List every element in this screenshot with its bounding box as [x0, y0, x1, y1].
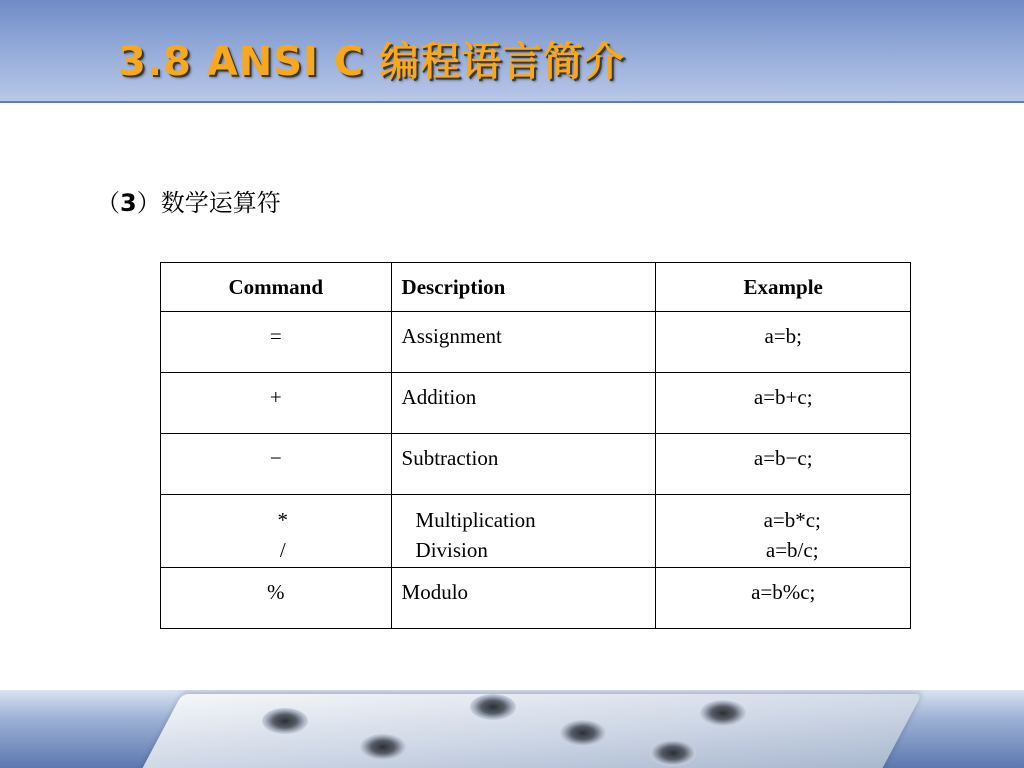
connector-icon	[700, 700, 746, 726]
section-label: ）数学运算符	[136, 189, 281, 217]
table-row	[161, 312, 911, 373]
cell-description-divide: Division	[415, 538, 488, 562]
connector-icon	[360, 734, 406, 760]
table-header-row	[161, 263, 911, 312]
table-row	[161, 568, 911, 629]
section-heading	[96, 183, 281, 218]
cell-description: Modulo	[391, 568, 656, 629]
table-row	[161, 373, 911, 434]
cell-command	[161, 495, 392, 568]
table-row	[161, 495, 911, 568]
cell-example: a=b−c;	[656, 434, 911, 495]
cell-example: a=b%c;	[656, 568, 911, 629]
cell-command-multiply: *	[277, 508, 289, 532]
cell-command-divide: /	[279, 538, 286, 562]
header-command: Command	[161, 263, 392, 312]
cell-description	[391, 495, 656, 568]
cell-command: =	[161, 312, 392, 373]
connector-icon	[262, 708, 308, 734]
cell-example	[656, 495, 911, 568]
cell-description: Addition	[391, 373, 656, 434]
cell-example-multiply: a=b*c;	[763, 508, 821, 532]
header-description: Description	[391, 263, 656, 312]
header-example: Example	[656, 263, 911, 312]
connector-icon	[560, 720, 606, 746]
cell-description: Assignment	[391, 312, 656, 373]
cell-command: %	[161, 568, 392, 629]
cell-command: +	[161, 373, 392, 434]
connector-icon	[470, 694, 516, 720]
device-photo	[118, 694, 922, 768]
cell-description-multiply: Multiplication	[415, 508, 536, 532]
cell-example-divide: a=b/c;	[765, 538, 819, 562]
operators-table	[160, 262, 911, 629]
section-prefix: （	[96, 189, 120, 217]
cell-example: a=b+c;	[656, 373, 911, 434]
cell-command: −	[161, 434, 392, 495]
slide-title: 3.8 ANSI C 编程语言简介	[118, 39, 626, 85]
footer-image	[0, 690, 1024, 768]
cell-example: a=b;	[656, 312, 911, 373]
table-row	[161, 434, 911, 495]
section-number: 3	[120, 189, 137, 217]
connector-icon	[650, 740, 696, 766]
cell-description: Subtraction	[391, 434, 656, 495]
